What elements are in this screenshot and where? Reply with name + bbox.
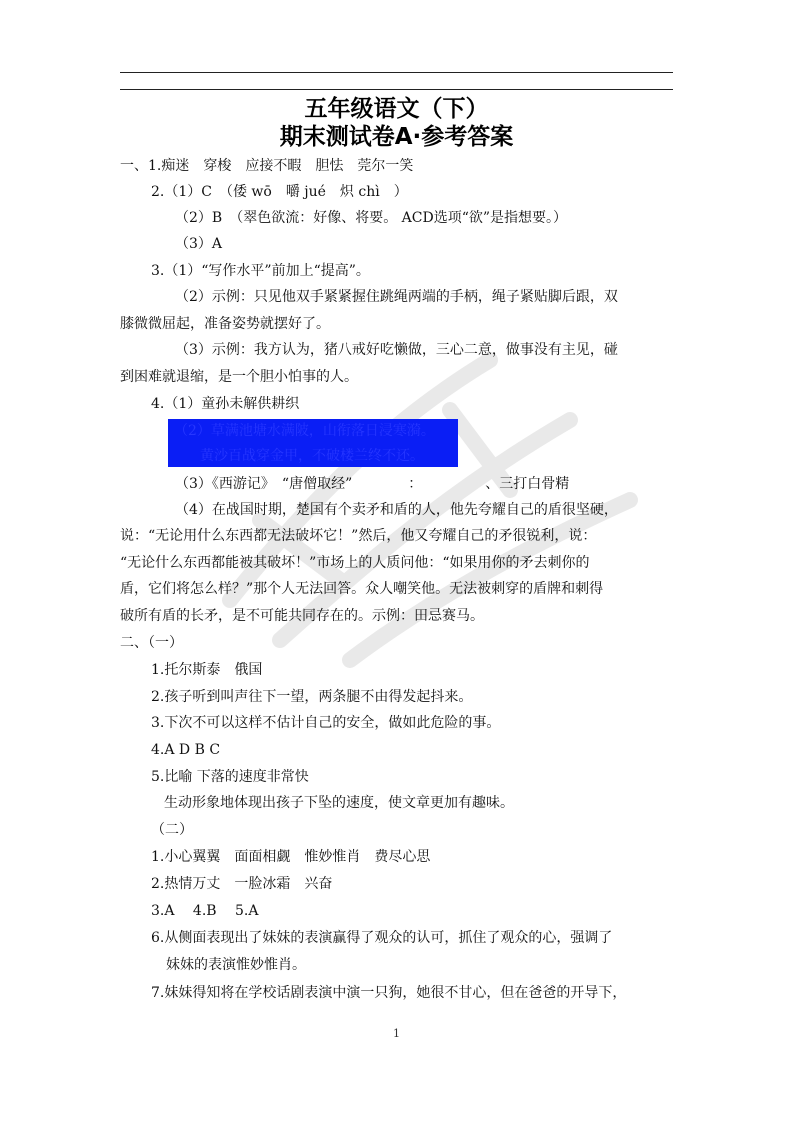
answer-line: 5.比喻 下落的速度非常快 — [151, 769, 309, 785]
answer-line: （2）示例：只见他双手紧紧握住跳绳两端的手柄，绳子紧贴脚后跟，双 — [175, 289, 618, 305]
header-rule-bottom — [120, 89, 673, 90]
answer-line: 2.热情万丈 一脸冰霜 兴奋 — [151, 876, 333, 892]
answer-line: 盾，它们将怎么样？”那个人无法回答。众人嘲笑他。无法被刺穿的盾牌和刺得 — [120, 581, 604, 597]
doc-title-line2: 期末测试卷A·参考答案 — [279, 124, 514, 150]
answer-line: 3.下次不可以这样不估计自己的安全，做如此危险的事。 — [151, 715, 501, 731]
answer-line: 到困难就退缩，是一个胆小怕事的人。 — [120, 369, 358, 385]
answer-line: 生动形象地体现出孩子下坠的速度，使文章更加有趣味。 — [164, 795, 514, 811]
doc-title-line1: 五年级语文（下） — [304, 96, 489, 122]
answer-line: 说：“无论用什么东西都无法破坏它！”然后，他又夸耀自己的矛很锐利，说： — [120, 528, 597, 544]
header-rule-top — [120, 72, 673, 73]
answer-line: 2.（1）C （倭 wō 嚼 jué 炽 chì ） — [151, 184, 408, 200]
answer-line: 2.孩子听到叫声往下一望，两条腿不由得发起抖来。 — [151, 689, 473, 705]
answer-line: 7.妹妹得知将在学校话剧表演中演一只狗，她很不甘心，但在爸爸的开导下， — [151, 985, 627, 1001]
answer-line: 破所有盾的长矛，是不可能共同存在的。示例：田忌赛马。 — [120, 608, 484, 624]
answer-line: 1.小心翼翼 面面相觑 惟妙惟肖 费尽心思 — [151, 849, 431, 865]
answer-line: （3）A — [175, 236, 223, 252]
highlighted-line: 黄沙百战穿金甲，不破楼兰终不还。 — [200, 448, 424, 464]
answer-line: 3.（1）“写作水平”前加上“提高”。 — [151, 263, 370, 279]
section-heading: （二） — [151, 822, 193, 838]
answer-line: （3）示例：我方认为，猪八戒好吃懒做，三心二意，做事没有主见，碰 — [175, 342, 618, 358]
answer-line: 1.托尔斯泰 俄国 — [151, 662, 263, 678]
answer-line: 6.从侧面表现出了妹妹的表演赢得了观众的认可，抓住了观众的心，强调了 — [151, 930, 613, 946]
answer-line: “无论什么东西都能被其破坏！”市场上的人质问他：“如果用你的矛去刺你的 — [120, 555, 590, 571]
answer-line: （4）在战国时期，楚国有个卖矛和盾的人，他先夸耀自己的盾很坚硬， — [175, 502, 618, 518]
answer-line: 3.A 4.B 5.A — [151, 903, 259, 919]
section-heading: 二、（一） — [120, 635, 183, 651]
answer-line: 4.（1）童孙未解供耕织 — [151, 396, 300, 412]
answer-line: （2）B （翠色欲流：好像、将要。 ACD选项“欲”是指想要。） — [175, 210, 568, 226]
answer-line: 妹妹的表演惟妙惟肖。 — [166, 957, 306, 973]
answer-line: 4.A D B C — [151, 742, 221, 758]
highlighted-line: （2）草满池塘水满陂，山衔落日浸寒漪。 — [174, 423, 435, 439]
highlighted-block — [168, 419, 458, 467]
answer-line: 一、1.痴迷 穿梭 应接不暇 胆怯 莞尔一笑 — [120, 158, 414, 174]
page-number: 1 — [393, 1027, 400, 1040]
answer-line: 膝微微屈起，准备姿势就摆好了。 — [120, 316, 330, 332]
answer-line: （3）《西游记》 “唐僧取经” ： 、三打白骨精 — [175, 476, 570, 492]
